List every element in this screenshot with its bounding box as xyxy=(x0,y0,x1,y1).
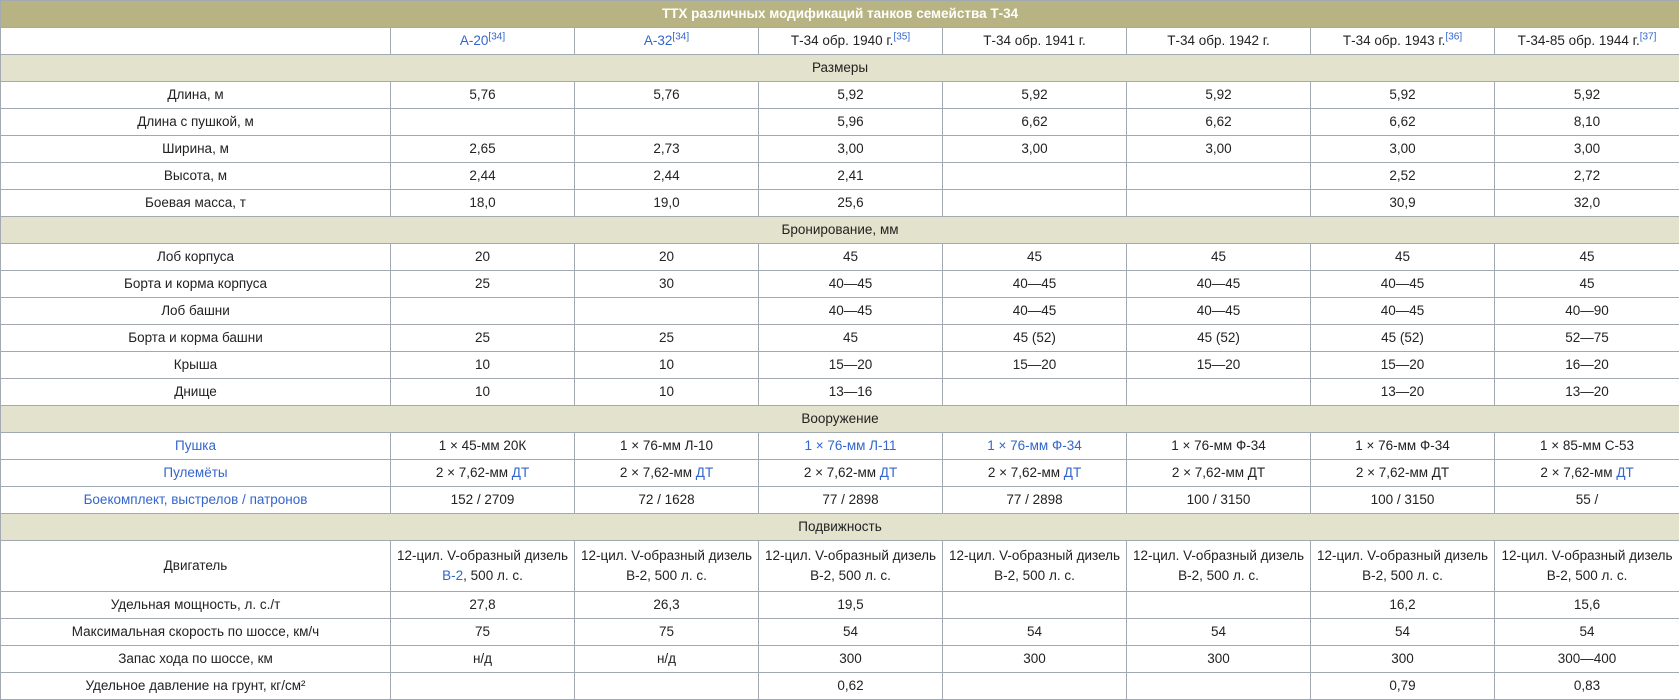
table-cell: 300 xyxy=(759,646,943,673)
table-cell: 6,62 xyxy=(1311,109,1495,136)
table-cell: 19,5 xyxy=(759,592,943,619)
row-label xyxy=(1,352,391,379)
column-header xyxy=(759,28,943,55)
table-cell xyxy=(1311,433,1495,460)
row-label xyxy=(1,163,391,190)
table-cell xyxy=(943,379,1127,406)
table-cell: 30,9 xyxy=(1311,190,1495,217)
table-cell: 10 xyxy=(575,352,759,379)
row-label-text: Лоб корпуса xyxy=(157,249,234,264)
header-empty-cell xyxy=(1,28,391,55)
table-cell xyxy=(575,298,759,325)
column-header-label: Т-34 обр. 1941 г. xyxy=(983,33,1086,48)
column-header xyxy=(575,28,759,55)
column-header xyxy=(1127,28,1311,55)
table-row xyxy=(1,163,1679,190)
table-cell: 32,0 xyxy=(1495,190,1679,217)
table-cell: 54 xyxy=(1127,619,1311,646)
cell-text: 12-цил. V-образный дизель xyxy=(397,548,568,563)
table-cell: 54 xyxy=(1311,619,1495,646)
table-cell: 40—45 xyxy=(1127,271,1311,298)
cell-text: 2 × 7,62-мм xyxy=(620,465,696,480)
row-label xyxy=(1,325,391,352)
table-cell xyxy=(1127,163,1311,190)
table-cell: 2,73 xyxy=(575,136,759,163)
row-label xyxy=(1,592,391,619)
table-title: ТТХ различных модификаций танков семейства Т-34 xyxy=(1,1,1679,28)
table-row xyxy=(1,619,1679,646)
table-cell: 6,62 xyxy=(1127,109,1311,136)
table-cell xyxy=(575,460,759,487)
table-body xyxy=(1,55,1679,700)
cell-link[interactable]: ДТ xyxy=(512,465,529,480)
table-row xyxy=(1,673,1679,700)
table-cell: 300 xyxy=(943,646,1127,673)
table-cell xyxy=(943,190,1127,217)
cell-text: 2 × 7,62-мм ДТ xyxy=(1172,465,1265,480)
table-cell xyxy=(391,541,575,592)
table-cell: 45 (52) xyxy=(1127,325,1311,352)
column-header-row xyxy=(1,28,1679,55)
table-cell: 0,79 xyxy=(1311,673,1495,700)
row-label xyxy=(1,460,391,487)
table-cell xyxy=(1127,592,1311,619)
column-header xyxy=(1311,28,1495,55)
row-label-text: Крыша xyxy=(174,357,217,372)
cell-link[interactable]: ДТ xyxy=(1616,465,1633,480)
row-label xyxy=(1,379,391,406)
cell-text: 12-цил. V-образный дизель В-2, 500 л. с. xyxy=(1133,548,1304,583)
table-cell: 30 xyxy=(575,271,759,298)
row-label xyxy=(1,646,391,673)
table-cell: 300 xyxy=(1127,646,1311,673)
table-cell xyxy=(1127,673,1311,700)
table-cell xyxy=(391,109,575,136)
row-label-link[interactable]: Пулемёты xyxy=(163,465,227,480)
section-row xyxy=(1,406,1679,433)
table-cell: 5,92 xyxy=(943,82,1127,109)
table-cell xyxy=(759,487,943,514)
table-cell xyxy=(1127,487,1311,514)
table-row xyxy=(1,82,1679,109)
table-cell xyxy=(575,433,759,460)
table-cell xyxy=(759,541,943,592)
table-cell: 45 xyxy=(1495,271,1679,298)
table-cell xyxy=(1495,487,1679,514)
cell-text: 2 × 7,62-мм xyxy=(1540,465,1616,480)
table-cell xyxy=(1495,460,1679,487)
cell-text: 2 × 7,62-мм ДТ xyxy=(1356,465,1449,480)
row-label xyxy=(1,541,391,592)
row-label xyxy=(1,244,391,271)
table-row xyxy=(1,487,1679,514)
column-header xyxy=(391,28,575,55)
table-cell xyxy=(943,592,1127,619)
section-header: Бронирование, мм xyxy=(1,217,1679,244)
row-label xyxy=(1,190,391,217)
cell-link[interactable]: В-2 xyxy=(442,568,463,583)
table-cell xyxy=(759,460,943,487)
table-cell xyxy=(391,433,575,460)
table-cell: 13—20 xyxy=(1311,379,1495,406)
table-cell: 5,92 xyxy=(1495,82,1679,109)
table-cell: 27,8 xyxy=(391,592,575,619)
cell-text: 100 / 3150 xyxy=(1187,492,1251,507)
row-label-text: Удельная мощность, л. с./т xyxy=(111,597,281,612)
table-row xyxy=(1,433,1679,460)
table-cell: 6,62 xyxy=(943,109,1127,136)
table-cell: 15—20 xyxy=(943,352,1127,379)
table-cell: 40—45 xyxy=(943,271,1127,298)
row-label-text: Удельное давление на грунт, кг/см² xyxy=(86,678,306,693)
table-cell: 10 xyxy=(575,379,759,406)
cell-link[interactable]: 1 × 76-мм Л-11 xyxy=(804,438,896,453)
table-cell xyxy=(391,487,575,514)
row-label-text: Двигатель xyxy=(164,558,228,573)
table-cell: 0,62 xyxy=(759,673,943,700)
cell-text: 1 × 76-мм Ф-34 xyxy=(1355,438,1450,453)
table-cell xyxy=(391,460,575,487)
table-cell xyxy=(1127,541,1311,592)
row-label-text: Днище xyxy=(174,384,217,399)
table-cell: 2,44 xyxy=(391,163,575,190)
reference-link[interactable]: [34] xyxy=(488,32,505,43)
table-cell: 40—45 xyxy=(1311,271,1495,298)
row-label-text: Запас хода по шоссе, км xyxy=(118,651,273,666)
table-cell xyxy=(1311,487,1495,514)
table-cell: 25,6 xyxy=(759,190,943,217)
table-cell: 0,83 xyxy=(1495,673,1679,700)
table-cell: 25 xyxy=(575,325,759,352)
table-cell: 13—20 xyxy=(1495,379,1679,406)
table-row xyxy=(1,379,1679,406)
section-row xyxy=(1,55,1679,82)
table-cell: 26,3 xyxy=(575,592,759,619)
title-row xyxy=(1,1,1679,28)
table-row xyxy=(1,271,1679,298)
cell-link[interactable]: ДТ xyxy=(696,465,713,480)
section-row xyxy=(1,217,1679,244)
table-cell: н/д xyxy=(575,646,759,673)
table-cell xyxy=(943,673,1127,700)
table-cell xyxy=(575,109,759,136)
table-cell: 300 xyxy=(1311,646,1495,673)
row-label-text: Ширина, м xyxy=(162,141,229,156)
table-cell: 5,96 xyxy=(759,109,943,136)
table-cell: 52—75 xyxy=(1495,325,1679,352)
table-cell: 2,52 xyxy=(1311,163,1495,190)
row-label-text: Длина, м xyxy=(167,87,223,102)
table-row xyxy=(1,244,1679,271)
table-cell: 45 xyxy=(943,244,1127,271)
table-cell: 3,00 xyxy=(1311,136,1495,163)
table-cell xyxy=(1495,433,1679,460)
column-header-label: Т-34 обр. 1942 г. xyxy=(1167,33,1270,48)
table-cell xyxy=(943,163,1127,190)
table-row xyxy=(1,460,1679,487)
table-row xyxy=(1,298,1679,325)
table-cell: 54 xyxy=(1495,619,1679,646)
table-cell xyxy=(1311,460,1495,487)
table-cell xyxy=(391,298,575,325)
column-header xyxy=(1495,28,1679,55)
table-row xyxy=(1,190,1679,217)
cell-text: , 500 л. с. xyxy=(463,568,523,583)
table-row xyxy=(1,592,1679,619)
cell-text: 55 / xyxy=(1576,492,1599,507)
table-row xyxy=(1,646,1679,673)
row-label-text: Максимальная скорость по шоссе, км/ч xyxy=(72,624,319,639)
row-label xyxy=(1,673,391,700)
cell-text: 12-цил. V-образный дизель В-2, 500 л. с. xyxy=(949,548,1120,583)
table-cell xyxy=(943,433,1127,460)
table-cell xyxy=(759,433,943,460)
table-cell: 16,2 xyxy=(1311,592,1495,619)
cell-text: 1 × 85-мм С-53 xyxy=(1540,438,1634,453)
column-header-link[interactable]: А-32 xyxy=(644,33,673,48)
table-cell: 15—20 xyxy=(1127,352,1311,379)
table-cell: 45 (52) xyxy=(1311,325,1495,352)
cell-text: 2 × 7,62-мм xyxy=(988,465,1064,480)
table-cell: 13—16 xyxy=(759,379,943,406)
table-cell: 20 xyxy=(575,244,759,271)
cell-text: 72 / 1628 xyxy=(638,492,694,507)
table-cell xyxy=(943,541,1127,592)
row-label xyxy=(1,433,391,460)
table-cell xyxy=(575,487,759,514)
table-cell: 45 (52) xyxy=(943,325,1127,352)
table-cell xyxy=(1311,541,1495,592)
table-cell: 40—45 xyxy=(1311,298,1495,325)
cell-link[interactable]: ДТ xyxy=(880,465,897,480)
reference-link[interactable]: [34] xyxy=(672,32,689,43)
table-cell: 3,00 xyxy=(759,136,943,163)
reference-link[interactable]: [35] xyxy=(893,32,910,43)
table-cell: 2,65 xyxy=(391,136,575,163)
cell-text: 77 / 2898 xyxy=(1006,492,1062,507)
row-label-text: Лоб башни xyxy=(161,303,230,318)
table-cell: 15—20 xyxy=(759,352,943,379)
table-cell xyxy=(575,673,759,700)
row-label-text: Боевая масса, т xyxy=(145,195,246,210)
row-label-text: Высота, м xyxy=(164,168,227,183)
table-cell: 20 xyxy=(391,244,575,271)
table-cell: 5,92 xyxy=(1311,82,1495,109)
row-label-text: Борта и корма башни xyxy=(128,330,263,345)
section-row xyxy=(1,514,1679,541)
table-cell: 19,0 xyxy=(575,190,759,217)
row-label xyxy=(1,109,391,136)
row-label xyxy=(1,487,391,514)
table-cell: 40—45 xyxy=(1127,298,1311,325)
reference-link[interactable]: [37] xyxy=(1640,32,1657,43)
section-header: Вооружение xyxy=(1,406,1679,433)
table-cell xyxy=(1127,379,1311,406)
table-cell: 2,72 xyxy=(1495,163,1679,190)
table-row xyxy=(1,541,1679,592)
row-label xyxy=(1,619,391,646)
table-cell: 5,76 xyxy=(391,82,575,109)
table-cell: 2,44 xyxy=(575,163,759,190)
cell-text: 1 × 76-мм Ф-34 xyxy=(1171,438,1266,453)
table-cell: 25 xyxy=(391,271,575,298)
row-label xyxy=(1,298,391,325)
table-cell: 18,0 xyxy=(391,190,575,217)
cell-text: 1 × 45-мм 20К xyxy=(439,438,527,453)
row-label-text: Борта и корма корпуса xyxy=(124,276,267,291)
row-label-link[interactable]: Пушка xyxy=(175,438,216,453)
section-header: Подвижность xyxy=(1,514,1679,541)
table-cell: 15—20 xyxy=(1311,352,1495,379)
table-cell: 5,92 xyxy=(759,82,943,109)
table-cell: 40—45 xyxy=(759,271,943,298)
table-cell: 40—45 xyxy=(943,298,1127,325)
table-cell xyxy=(391,673,575,700)
table-cell: 45 xyxy=(759,325,943,352)
table-row xyxy=(1,325,1679,352)
column-header-label: Т-34-85 обр. 1944 г. xyxy=(1518,33,1640,48)
row-label-text: Длина с пушкой, м xyxy=(137,114,254,129)
cell-text: 1 × 76-мм Л-10 xyxy=(620,438,713,453)
column-header xyxy=(943,28,1127,55)
cell-text: 12-цил. V-образный дизель В-2, 500 л. с. xyxy=(765,548,936,583)
table-cell: 75 xyxy=(391,619,575,646)
table-cell: н/д xyxy=(391,646,575,673)
table-cell: 2,41 xyxy=(759,163,943,190)
cell-text: 12-цил. V-образный дизель В-2, 500 л. с. xyxy=(581,548,752,583)
column-header-label: Т-34 обр. 1943 г. xyxy=(1343,33,1446,48)
table-cell xyxy=(1127,433,1311,460)
table-row xyxy=(1,352,1679,379)
table-cell: 5,76 xyxy=(575,82,759,109)
table-cell: 40—45 xyxy=(759,298,943,325)
table-cell: 54 xyxy=(943,619,1127,646)
table-cell xyxy=(1127,190,1311,217)
cell-text: 12-цил. V-образный дизель В-2, 500 л. с. xyxy=(1317,548,1488,583)
table-cell: 3,00 xyxy=(1495,136,1679,163)
table-cell: 45 xyxy=(1311,244,1495,271)
cell-text: 2 × 7,62-мм xyxy=(804,465,880,480)
table-cell: 45 xyxy=(1127,244,1311,271)
table-cell: 15,6 xyxy=(1495,592,1679,619)
row-label xyxy=(1,82,391,109)
section-header: Размеры xyxy=(1,55,1679,82)
row-label xyxy=(1,136,391,163)
row-label xyxy=(1,271,391,298)
cell-text: 77 / 2898 xyxy=(822,492,878,507)
table-cell: 8,10 xyxy=(1495,109,1679,136)
table-cell xyxy=(943,460,1127,487)
reference-link[interactable]: [36] xyxy=(1445,32,1462,43)
cell-text: 2 × 7,62-мм xyxy=(436,465,512,480)
table-cell: 45 xyxy=(759,244,943,271)
table-row xyxy=(1,109,1679,136)
row-label-link[interactable]: Боекомплект, выстрелов / патронов xyxy=(84,492,308,507)
table-cell: 300—400 xyxy=(1495,646,1679,673)
table-cell xyxy=(575,541,759,592)
table-cell: 5,92 xyxy=(1127,82,1311,109)
table-cell: 75 xyxy=(575,619,759,646)
cell-link[interactable]: 1 × 76-мм Ф-34 xyxy=(987,438,1082,453)
table-cell: 54 xyxy=(759,619,943,646)
table-cell: 16—20 xyxy=(1495,352,1679,379)
column-header-link[interactable]: А-20 xyxy=(460,33,489,48)
cell-text: 100 / 3150 xyxy=(1371,492,1435,507)
table-row xyxy=(1,136,1679,163)
table-cell: 40—90 xyxy=(1495,298,1679,325)
cell-text: 152 / 2709 xyxy=(451,492,515,507)
cell-text: 12-цил. V-образный дизель В-2, 500 л. с. xyxy=(1501,548,1672,583)
table-cell: 10 xyxy=(391,352,575,379)
table-cell xyxy=(1127,460,1311,487)
column-header-label: Т-34 обр. 1940 г. xyxy=(791,33,894,48)
table-cell xyxy=(1495,541,1679,592)
table-cell: 45 xyxy=(1495,244,1679,271)
table-cell: 10 xyxy=(391,379,575,406)
table-cell: 3,00 xyxy=(943,136,1127,163)
table-cell xyxy=(943,487,1127,514)
table-cell: 25 xyxy=(391,325,575,352)
table-cell: 3,00 xyxy=(1127,136,1311,163)
cell-link[interactable]: ДТ xyxy=(1064,465,1081,480)
